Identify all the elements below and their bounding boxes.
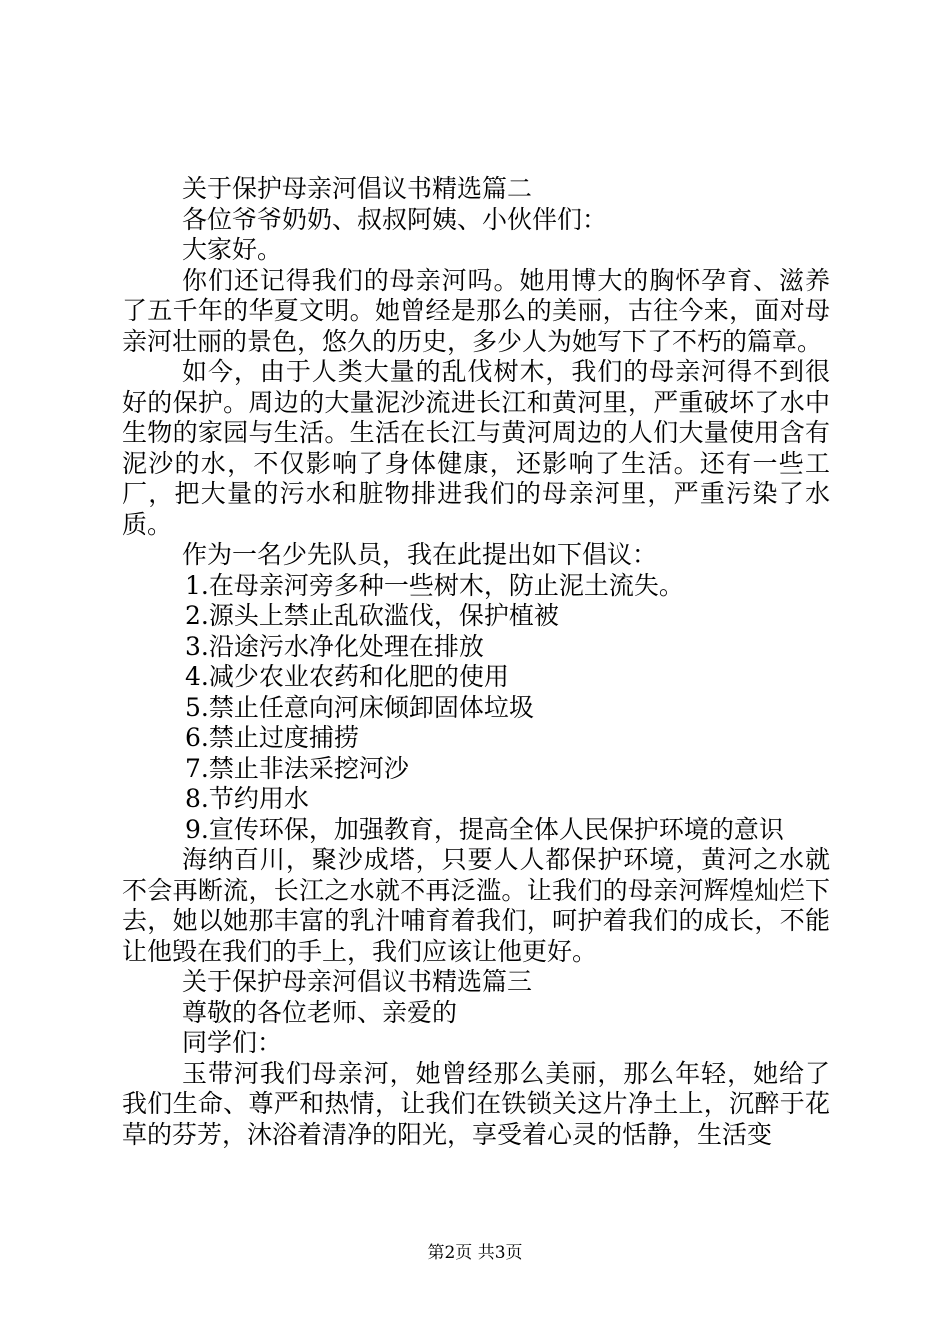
proposal-list-item: 5.禁止任意向河床倾卸固体垃圾	[185, 692, 534, 722]
proposal-list-item: 7.禁止非法采挖河沙	[185, 753, 409, 783]
page-number-footer: 第2页 共3页	[427, 1243, 523, 1263]
paragraph: 你们还记得我们的母亲河吗。她用博大的胸怀孕育、滋养了五千年的华夏文明。她曾经是那么的美丽，古往今来，面对母亲河壮丽的景色，悠久的历史，多少人为她写下了不朽的篇章。	[122, 265, 830, 356]
paragraph: 作为一名少先队员，我在此提出如下倡议：	[182, 540, 658, 569]
paragraph: 海纳百川，聚沙成塔，只要人人都保护环境，黄河之水就不会再断流，长江之水就不再泛滥。让我们的母亲河辉煌灿烂下去，她以她那丰富的乳汁哺育着我们，呵护着我们的成长，不能让他毁在我们的手上，我们应该让他更好。	[122, 845, 830, 966]
salutation: 尊敬的各位老师、亲爱的	[182, 997, 458, 1027]
proposal-list-item: 3.沿途污水净化处理在排放	[185, 631, 484, 661]
salutation: 各位爷爷奶奶、叔叔阿姨、小伙伴们：	[182, 204, 608, 234]
proposal-list-item: 8.节约用水	[185, 784, 309, 813]
paragraph: 如今，由于人类大量的乱伐树木，我们的母亲河得不到很好的保护。周边的大量泥沙流进长江和黄河里，严重破坏了水中生物的家园与生活。生活在长江与黄河周边的人们大量使用含有泥沙的水，不仅影响了身体健康，还影响了生活。还有一些工厂，把大量的污水和脏物排进我们的母亲河里，严重污染了水质。	[122, 357, 830, 539]
section-title-2: 关于保护母亲河倡议书精选篇二	[182, 174, 533, 203]
proposal-list-item: 6.禁止过度捕捞	[185, 723, 359, 752]
proposal-list-item: 1.在母亲河旁多种一些树木，防止泥土流失。	[185, 570, 684, 600]
proposal-list-item: 4.减少农业农药和化肥的使用	[185, 662, 509, 691]
proposal-list-item: 2.源头上禁止乱砍滥伐，保护植被	[185, 601, 559, 630]
proposal-list-item: 9.宣传环保，加强教育，提高全体人民保护环境的意识	[185, 814, 784, 844]
greeting: 大家好。	[182, 235, 283, 264]
document-body	[122, 174, 830, 1150]
section-title-3: 关于保护母亲河倡议书精选篇三	[182, 967, 533, 996]
salutation: 同学们：	[182, 1028, 283, 1057]
paragraph: 玉带河我们母亲河，她曾经那么美丽，那么年轻，她给了我们生命、尊严和热情，让我们在铁锁关这片净土上，沉醉于花草的芬芳，沐浴着清净的阳光，享受着心灵的恬静，生活变	[122, 1058, 830, 1149]
